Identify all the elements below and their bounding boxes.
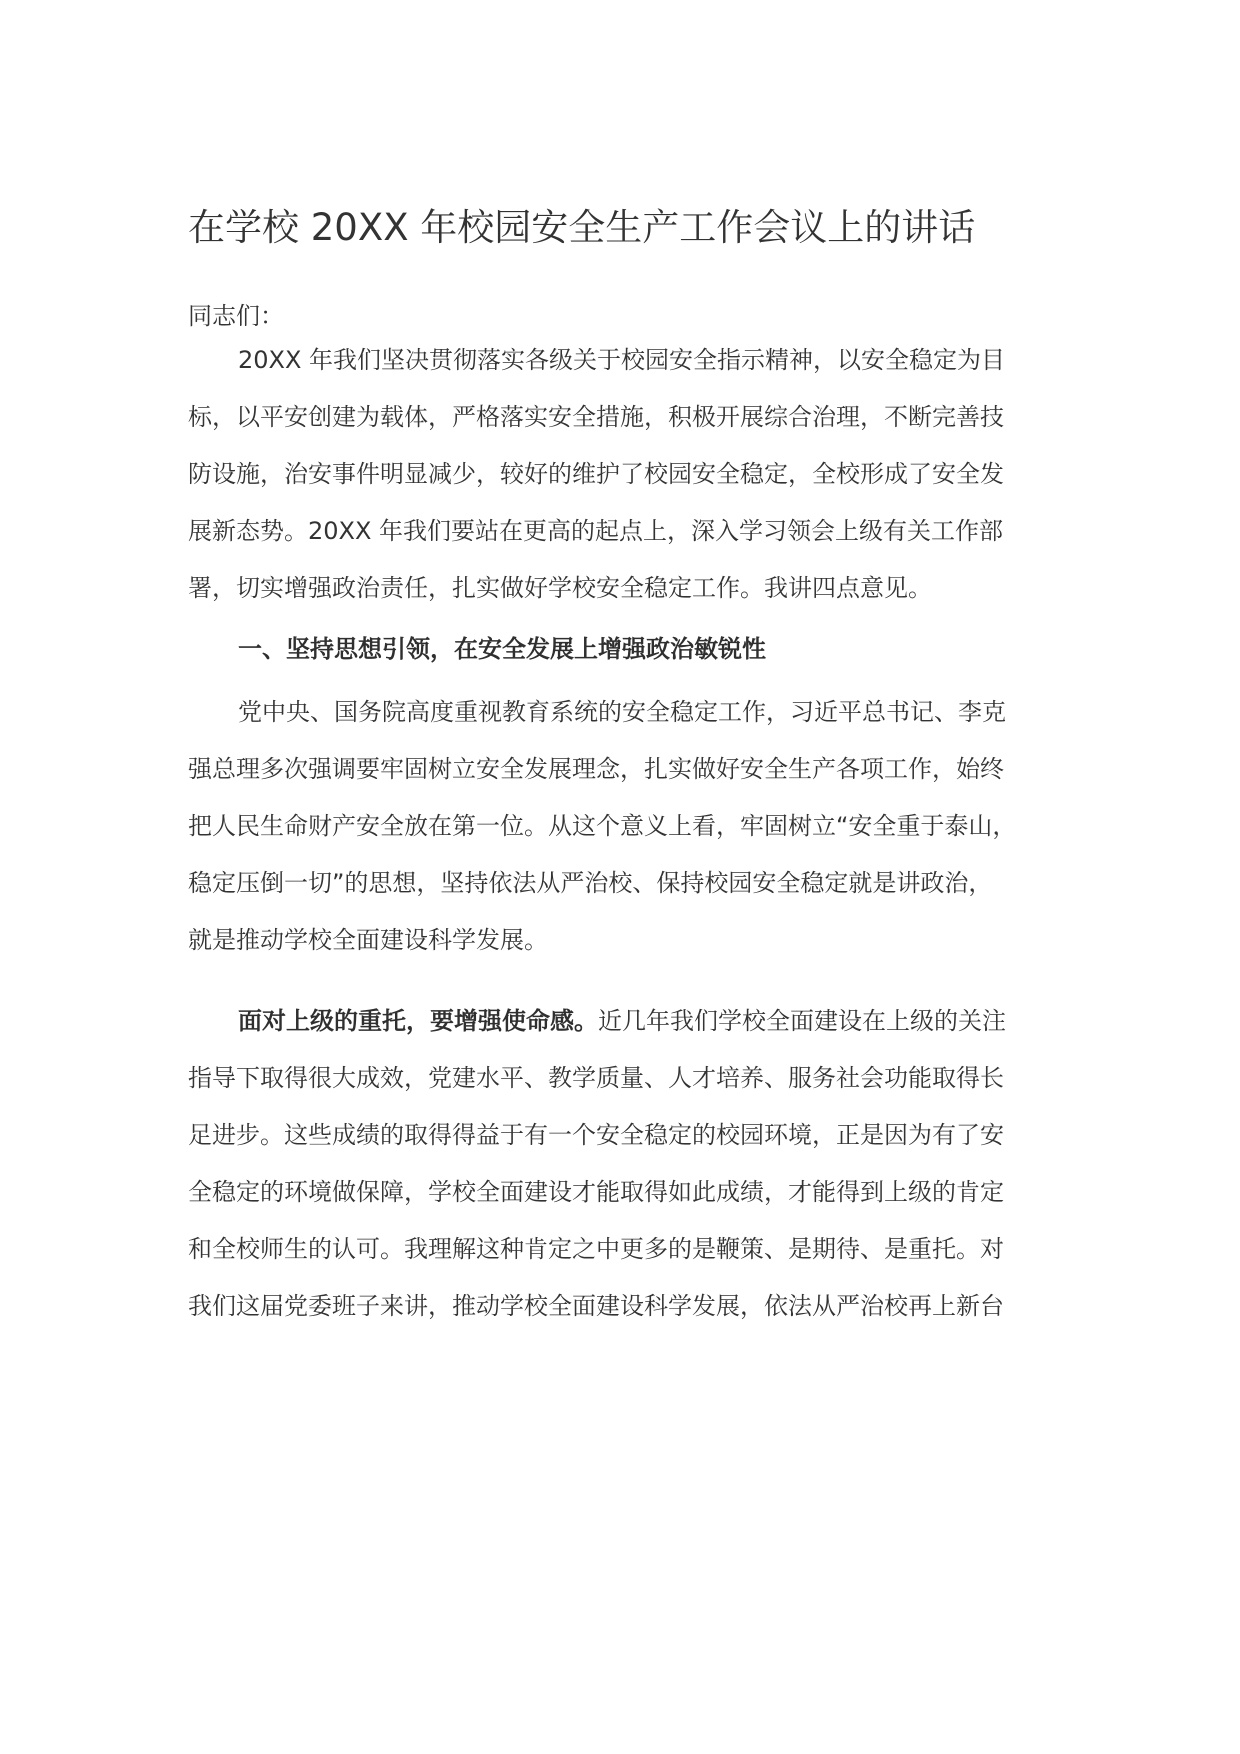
- paragraph-line: 20XX 年我们坚决贯彻落实各级关于校园安全指示精神，以安全稳定为目: [238, 346, 1006, 374]
- paragraph-line-text: 近几年我们学校全面建设在上级的关注: [598, 1007, 1006, 1035]
- paragraph-line: 把人民生命财产安全放在第一位。从这个意义上看，牢固树立“安全重于泰山，: [188, 812, 1017, 840]
- paragraph-line: 党中央、国务院高度重视教育系统的安全稳定工作，习近平总书记、李克: [238, 698, 1006, 726]
- salutation: 同志们：: [188, 302, 284, 330]
- paragraph-line: 稳定压倒一切”的思想，坚持依法从严治校、保持校园安全稳定就是讲政治，: [188, 869, 993, 897]
- paragraph-line: 全稳定的环境做保障，学校全面建设才能取得如此成绩，才能得到上级的肯定: [188, 1178, 1004, 1206]
- paragraph-lead-bold: 面对上级的重托，要增强使命感。: [238, 1007, 598, 1035]
- paragraph-line: [238, 1003, 1138, 1039]
- section-heading: 一、坚持思想引领，在安全发展上增强政治敏锐性: [238, 635, 766, 663]
- paragraph-line: 署，切实增强政治责任，扎实做好学校安全稳定工作。我讲四点意见。: [188, 574, 932, 602]
- paragraph-line: 我们这届党委班子来讲，推动学校全面建设科学发展，依法从严治校再上新台: [188, 1292, 1004, 1320]
- paragraph-line: 展新态势。20XX 年我们要站在更高的起点上，深入学习领会上级有关工作部: [188, 517, 1004, 545]
- paragraph-line: 足进步。这些成绩的取得得益于有一个安全稳定的校园环境，正是因为有了安: [188, 1121, 1004, 1149]
- document-title: 在学校 20XX 年校园安全生产工作会议上的讲话: [188, 206, 976, 249]
- paragraph-line: 标，以平安创建为载体，严格落实安全措施，积极开展综合治理，不断完善技: [188, 403, 1004, 431]
- paragraph-line: 指导下取得很大成效，党建水平、教学质量、人才培养、服务社会功能取得长: [188, 1064, 1004, 1092]
- paragraph-line: 就是推动学校全面建设科学发展。: [188, 926, 548, 954]
- paragraph-line: 强总理多次强调要牢固树立安全发展理念，扎实做好安全生产各项工作，始终: [188, 755, 1004, 783]
- paragraph-line: 和全校师生的认可。我理解这种肯定之中更多的是鞭策、是期待、是重托。对: [188, 1235, 1004, 1263]
- paragraph-line: 防设施，治安事件明显减少，较好的维护了校园安全稳定，全校形成了安全发: [188, 460, 1004, 488]
